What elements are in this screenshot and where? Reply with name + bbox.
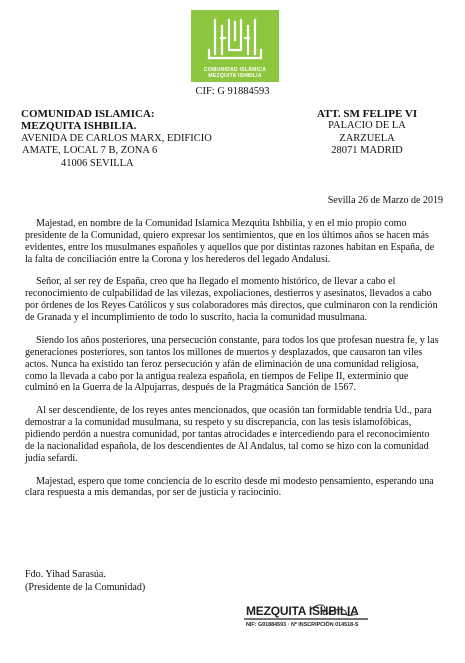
cif-number: CIF: G 91884593 bbox=[195, 86, 270, 97]
signature-title: (Presidente de la Comunidad) bbox=[25, 581, 146, 593]
sender-address-line3: 41006 SEVILLA bbox=[61, 157, 134, 169]
recipient-address-line1: PALACIO DE LA ZARZUELA bbox=[328, 120, 406, 144]
signature-block bbox=[25, 569, 145, 594]
logo-text-line2: MEZQUITA ISHBILIA bbox=[208, 73, 262, 79]
recipient-address-line2: 28071 MADRID bbox=[331, 145, 403, 157]
stamp-name: MEZQUITA ISHBILIA bbox=[246, 604, 359, 618]
sender-name-line1: COMUNIDAD ISLAMICA: bbox=[21, 108, 155, 120]
recipient-block bbox=[302, 108, 432, 158]
body-paragraph: Siendo los años posteriores, una persecución constante, para todos los que profesan nuestra fe, y las generaciones posteriores, son tantos los millones de muertos y desplazados, que causaron tan viles actos. Nunca ha existido tan feroz persecución y afán de eliminación de una comunidad religiosa, como la llevada a cabo por la antigua realeza española, en tiempos de Felipe II, exterminio que culminó en la Guerra de la Alpujarras, después de la Pragmática Sanción de 1567. bbox=[25, 334, 439, 394]
body-paragraph: Majestad, en nombre de la Comunidad Islamica Mezquita Ishbilia, y en el mio propio como presidente de la Comunidad, quiero expresar los sentimientos, que en los últimos años se hacen más evidentes, entre los musulmanes españoles y aquellos que por distintas razones habitan en España, de la falta de conciliación entre la Corona y los herederos del legado Andalusí. bbox=[25, 218, 435, 265]
logo-text-line1: COMUNIDAD ISLÁMICA bbox=[203, 67, 267, 73]
sender-name-line2: MEZQUITA ISHBILIA. bbox=[21, 120, 137, 133]
letter-date: Sevilla 26 de Marzo de 2019 bbox=[327, 195, 443, 206]
stamp-seal bbox=[240, 600, 380, 644]
sender-block bbox=[21, 108, 212, 170]
sender-address-line2: AMATE, LOCAL 7 B, ZONA 6 bbox=[22, 145, 158, 157]
community-logo bbox=[191, 10, 279, 82]
stamp-registration: NIF: G91884593 · Nº INSCRIPCIÓN 014518-S bbox=[246, 622, 359, 628]
body-paragraph: Majestad, espero que tome conciencia de lo escrito desde mi modesto pensamiento, esperando una clara respuesta a mis demandas, por ser de justicia y raciocinio. bbox=[25, 475, 434, 499]
recipient-name: ATT. SM FELIPE VI bbox=[316, 108, 418, 120]
body-paragraph: Señor, al ser rey de España, creo que ha llegado el momento histórico, de llevar a cabo el reconocimiento de culpabilidad de las vilezas, expoliaciones, destierros y asesinatos, llevados a cabo por órdenes de los Reyes Católicos y sus colaboradores más directos, que culminaron con la rendición de Granada y el incumplimiento de todo lo suscrito, hacia la comunidad musulmana. bbox=[25, 276, 438, 324]
signature-name: Fdo. Yihad Sarasúa. bbox=[25, 569, 106, 580]
sender-address-line1: AVENIDA DE CARLOS MARX, EDIFICIO bbox=[21, 132, 212, 144]
body-paragraph: Al ser descendiente, de los reyes antes mencionados, que ocasión tan formidable tendría Ud., para demostrar a la comunidad musulmana, su respeto y su discrepancia, con las tesis islamofóbicas, pidiendo perdón a nuestra comunidad, por tantas atrocidades e intercediendo para el reconocimiento de la nacionalidad española, de los descendientes de Al Andalus, tal como se hizo con la comunidad judía sefardí. bbox=[25, 405, 432, 464]
letter-body bbox=[25, 218, 440, 510]
